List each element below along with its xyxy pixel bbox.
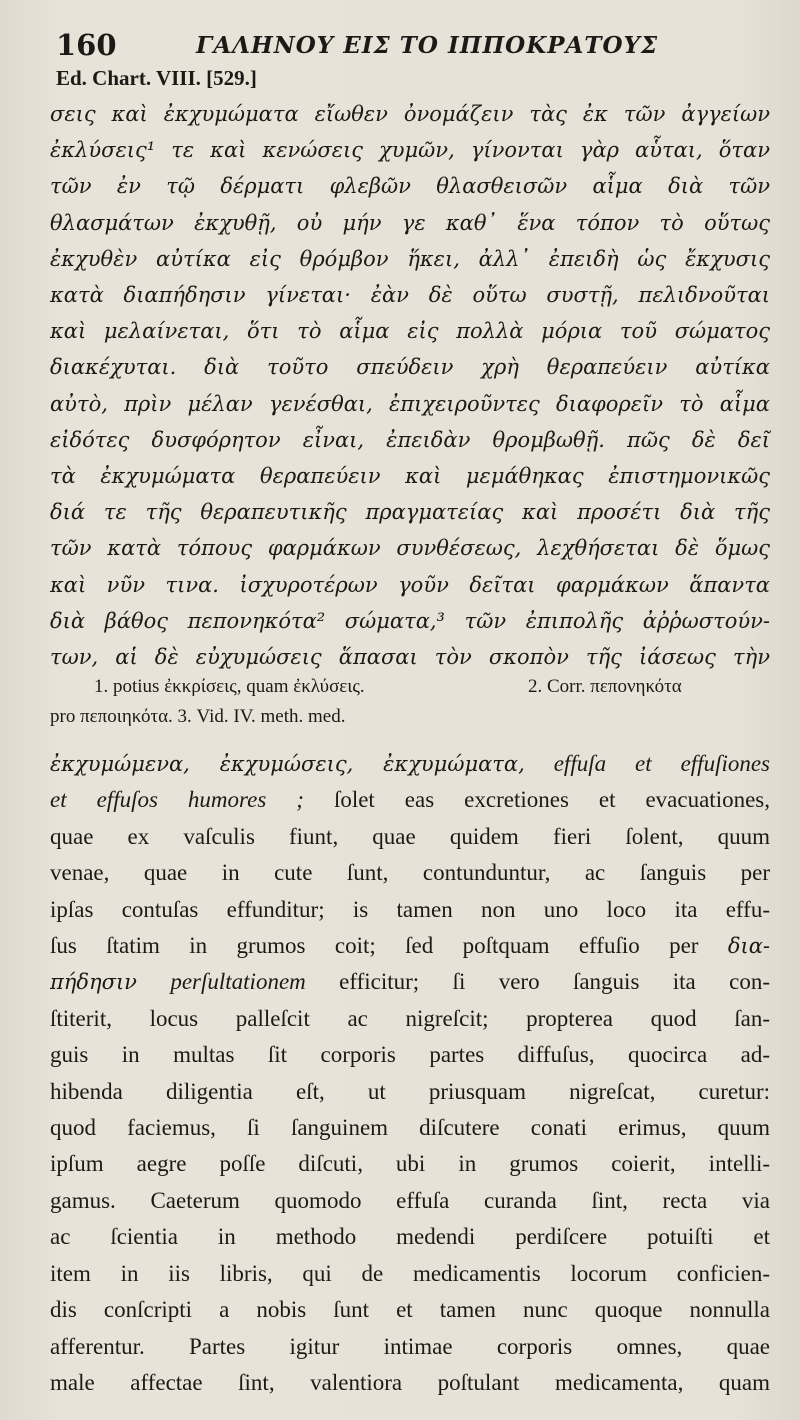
latin-line: ac ſcientia in methodo medendi perdiſcere potuiſti et <box>50 1224 770 1250</box>
greek-line: εἰδότες δυσφόρητον εἶναι, ἐπειδὰν θρομβωθῇ. πῶς δὲ δεῖ <box>50 427 770 452</box>
greek-line: θλασμάτων ἐκχυθῇ, οὐ μήν γε καθ᾽ ἕνα τόπον τὸ οὕτως <box>50 210 770 235</box>
latin-line: ſtiterit, locus palleſcit ac nigreſcit; propterea quod ſan- <box>50 1005 770 1031</box>
latin-line <box>50 928 770 964</box>
greek-line: ἐκχυθὲν αὐτίκα εἰς θρόμβον ἥκει, ἀλλ᾽ ἐπειδὴ ὡς ἔκχυσις <box>50 246 770 271</box>
greek-line: διακέχυται. διὰ τοῦτο σπεύδειν χρὴ θεραπεύειν αὐτίκα <box>50 355 770 380</box>
latin-line: gamus. Caeterum quomodo effuſa curanda ſint, recta via <box>50 1187 770 1213</box>
latin-line: quod faciemus, ſi ſanguinem diſcutere conati erimus, quum <box>50 1115 770 1141</box>
latin-line: venae, quae in cute ſunt, contunduntur, ac ſanguis per <box>50 860 770 886</box>
latin-line <box>50 964 770 1000</box>
greek-line: τῶν ἐν τῷ δέρματι φλεβῶν θλασθεισῶν αἷμα διὰ τῶν <box>50 174 770 199</box>
greek-line: καὶ νῦν τινα. ἰσχυροτέρων γοῦν δεῖται φαρμάκων ἅπαντα <box>50 572 770 597</box>
latin-line: male affectae ſint, valentiora poſtulant medicamenta, quam <box>50 1369 770 1395</box>
greek-line: σεις καὶ ἐκχυμώματα εἴωθεν ὀνομάζειν τὰς ἐκ τῶν ἀγγείων <box>50 102 770 126</box>
footnotes <box>50 672 770 732</box>
latin-text: ſus ſtatim in grumos coit; ſed poſtquam effuſio per <box>50 933 699 959</box>
edition-reference: Ed. Chart. VIII. [529.] <box>56 66 257 90</box>
greek-line: αὐτὸ, πρὶν μέλαν γενέσθαι, ἐπιχειροῦντες διαφορεῖν τὸ αἷμα <box>50 391 770 416</box>
latin-line: afferentur. Partes igitur intimae corporis omnes, quae <box>50 1333 770 1359</box>
greek-line: των, αἱ δὲ εὐχυμώσεις ἅπασαι τὸν σκοπὸν τῆς ἰάσεως τὴν <box>50 645 770 670</box>
latin-greek-term: δια- <box>727 934 770 959</box>
latin-italic-phrase: perſultationem <box>170 969 306 995</box>
latin-line: guis in multas ſit corporis partes diffuſus, quocirca ad- <box>50 1042 770 1068</box>
latin-line <box>50 746 770 782</box>
greek-line: ἐκλύσεις¹ τε καὶ κενώσεις χυμῶν, γίνονται γὰρ αὗται, ὅταν <box>50 138 770 163</box>
greek-text-block <box>50 96 770 675</box>
greek-line: καὶ μελαίνεται, ὅτι τὸ αἷμα εἰς πολλὰ μόρια τοῦ σώματος <box>50 319 770 344</box>
greek-line: τὰ ἐκχυμώματα θεραπεύειν καὶ μεμάθηκας ἐπιστημονικῶς <box>50 464 770 489</box>
latin-line: item in iis libris, qui de medicamentis locorum conficien- <box>50 1260 770 1286</box>
latin-text: efficitur; ſi vero ſanguis ita con- <box>339 969 770 995</box>
latin-line: hibenda diligentia eſt, ut priusquam nigreſcat, curetur: <box>50 1078 770 1104</box>
latin-line <box>50 782 770 818</box>
latin-line: ipſas contuſas effunditur; is tamen non uno loco ita effu- <box>50 896 770 922</box>
latin-line: dis conſcripti a nobis ſunt et tamen nunc quoque nonnulla <box>50 1297 770 1323</box>
latin-line: ipſum aegre poſſe diſcuti, ubi in grumos coierit, intelli- <box>50 1151 770 1177</box>
latin-text: ſolet eas excretiones et evacuationes, <box>333 787 770 813</box>
greek-line: διὰ βάθος πεπονηκότα² σώματα,³ τῶν ἐπιπολῆς ἀῤῥωστούν- <box>50 608 770 633</box>
footnote-1: 1. potius ἐκκρίσεις, quam ἐκλύσεις. <box>94 676 365 697</box>
latin-line: quae ex vaſculis fiunt, quae quidem fieri ſolent, quum <box>50 823 770 849</box>
latin-italic-phrase: effuſa et effuſiones <box>553 751 771 776</box>
footnote-line-2: pro πεποιηκότα. 3. Vid. IV. meth. med. <box>50 706 346 727</box>
greek-line: τῶν κατὰ τόπους φαρμάκων συνθέσεως, λεχθήσεται δὲ ὅμως <box>50 536 770 561</box>
greek-line: κατὰ διαπήδησιν γίνεται· ἐὰν δὲ οὕτω συστῇ, πελιδνοῦται <box>50 283 770 308</box>
footnote-2: 2. Corr. πεπονηκότα <box>528 676 682 697</box>
greek-line: διά τε τῆς θεραπευτικῆς πραγματείας καὶ προσέτι διὰ τῆς <box>50 500 770 525</box>
page-header <box>56 28 776 68</box>
latin-greek-terms: ἐκχυμώμενα, ἐκχυμώσεις, ἐκχυμώματα, <box>50 752 525 776</box>
latin-italic-phrase: et effuſos humores ; <box>50 787 304 813</box>
running-title: ΓΑΛΗΝΟΥ ΕΙΣ ΤΟ ΙΠΠΟΚΡΑΤΟΥΣ <box>196 32 659 59</box>
latin-text-block <box>50 746 770 1401</box>
page-number: 160 <box>56 28 117 62</box>
latin-greek-term: πήδησιν <box>50 970 137 995</box>
